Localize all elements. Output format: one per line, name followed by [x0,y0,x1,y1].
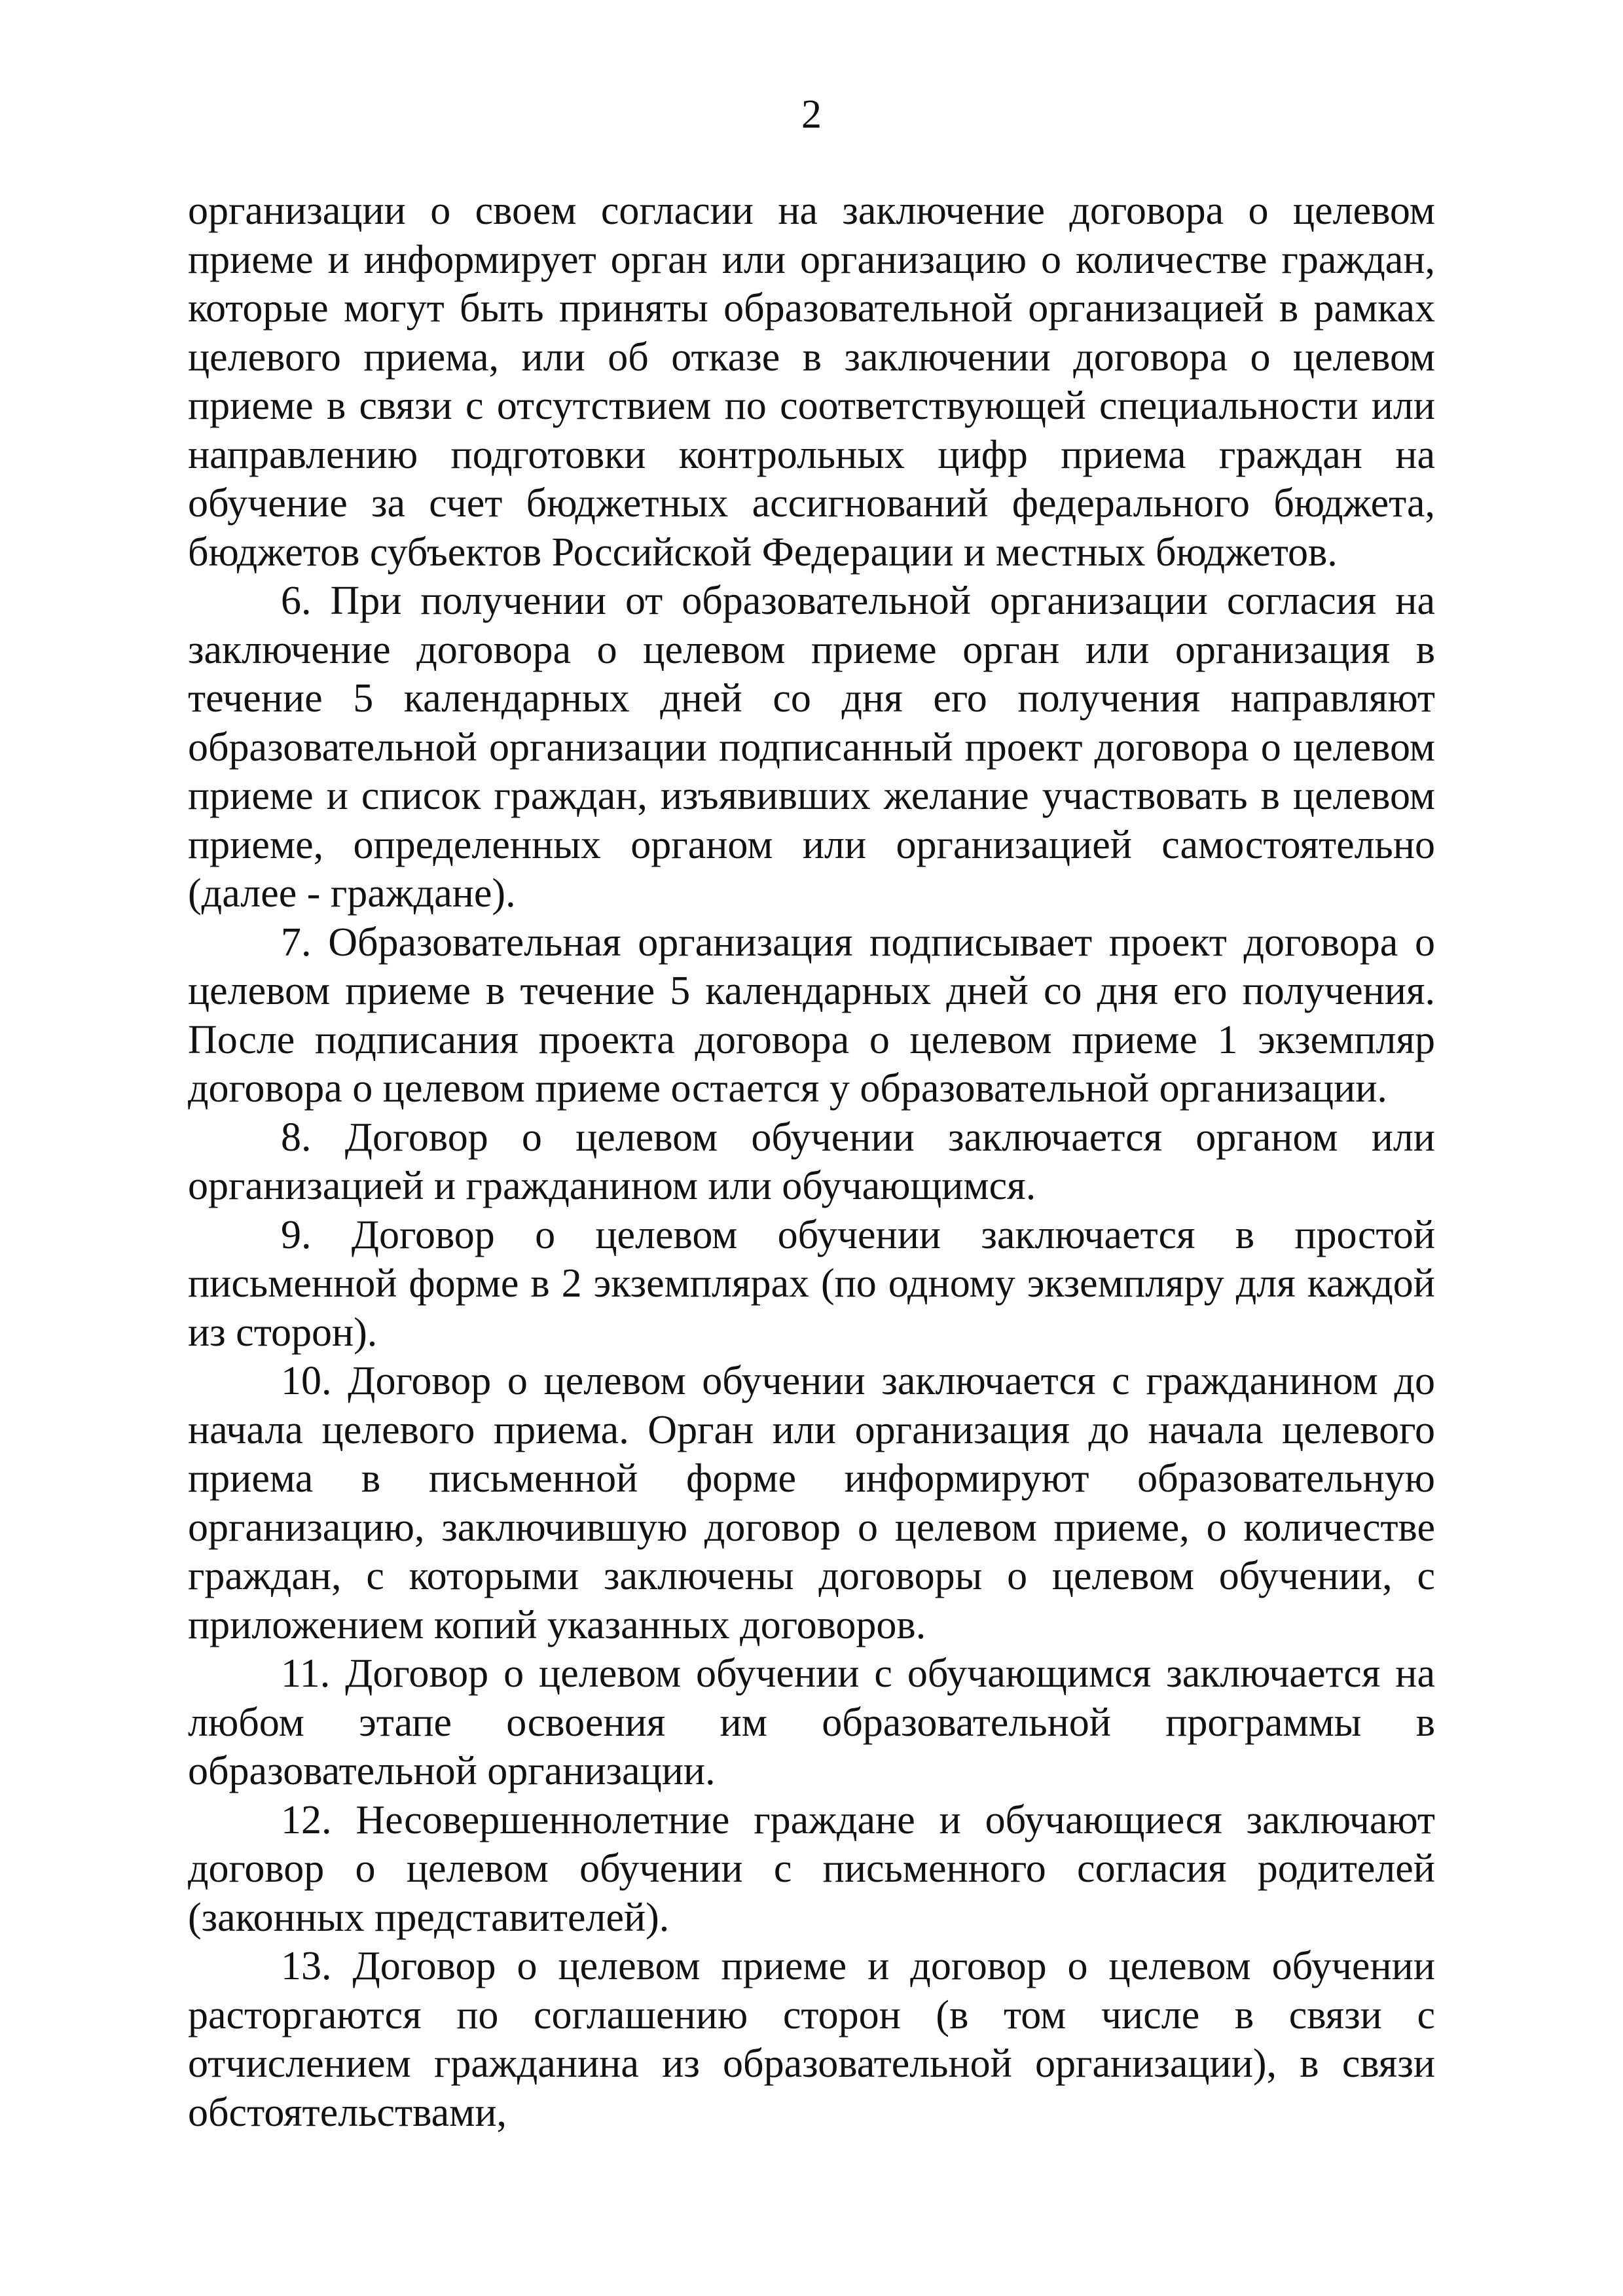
paragraph-item-9: 9. Договор о целевом обучении заключается в простой письменной форме в 2 экземплярах (по одному экземпляру для каждой из сторон). [188,1212,1435,1355]
paragraph-item-10: 10. Договор о целевом обучении заключается с гражданином до начала целевого приема. Орган или организация до начала целевого приема в письменной форме информируют образовательную организацию, заключившую договор о целевом приеме, о количестве граждан, с которыми заключены договоры о целевом обучении, с приложением копий указанных договоров. [188,1359,1435,1647]
paragraph-item-12: 12. Несовершеннолетние граждане и обучающиеся заключают договор о целевом обучении с письменного согласия родителей (законных представителей). [188,1797,1435,1940]
paragraph-item-7: 7. Образовательная организация подписывает проект договора о целевом приеме в течение 5 календарных дней со дня его получения. После подписания проекта договора о целевом приеме 1 экземпляр договора о целевом приеме остается у образовательной организации. [188,920,1435,1111]
paragraph-item-13: 13. Договор о целевом приеме и договор о целевом обучении расторгаются по соглашению сторон (в том числе в связи с отчислением гражданина из образовательной организации), в связи обстоятельствами, [188,1944,1435,2135]
paragraph-continuation: организации о своем согласии на заключение договора о целевом приеме и информирует орган или организацию о количестве граждан, которые могут быть приняты образовательной организацией в рамках целевого приема, или об отказе в заключении договора о целевом приеме в связи с отсутствием по соответствующей специальности или направлению подготовки контрольных цифр приема граждан на обучение за счет бюджетных ассигнований федерального бюджета, бюджетов субъектов Российской Федерации и местных бюджетов. [188,188,1435,575]
page-number: 2 [801,92,822,137]
paragraph-item-8: 8. Договор о целевом обучении заключается органом или организацией и гражданином или обучающимся. [188,1115,1435,1208]
paragraph-item-11: 11. Договор о целевом обучении с обучающимся заключается на любом этапе освоения им образовательной программы в образовательной организации. [188,1651,1435,1793]
paragraph-item-6: 6. При получении от образовательной организации согласия на заключение договора о целевом приеме орган или организация в течение 5 календарных дней со дня его получения направляют образовательной организации подписанный проект договора о целевом приеме и список граждан, изъявивших желание участвовать в целевом приеме, определенных органом или организацией самостоятельно (далее - граждане). [188,579,1435,916]
document-body [188,187,1435,2137]
